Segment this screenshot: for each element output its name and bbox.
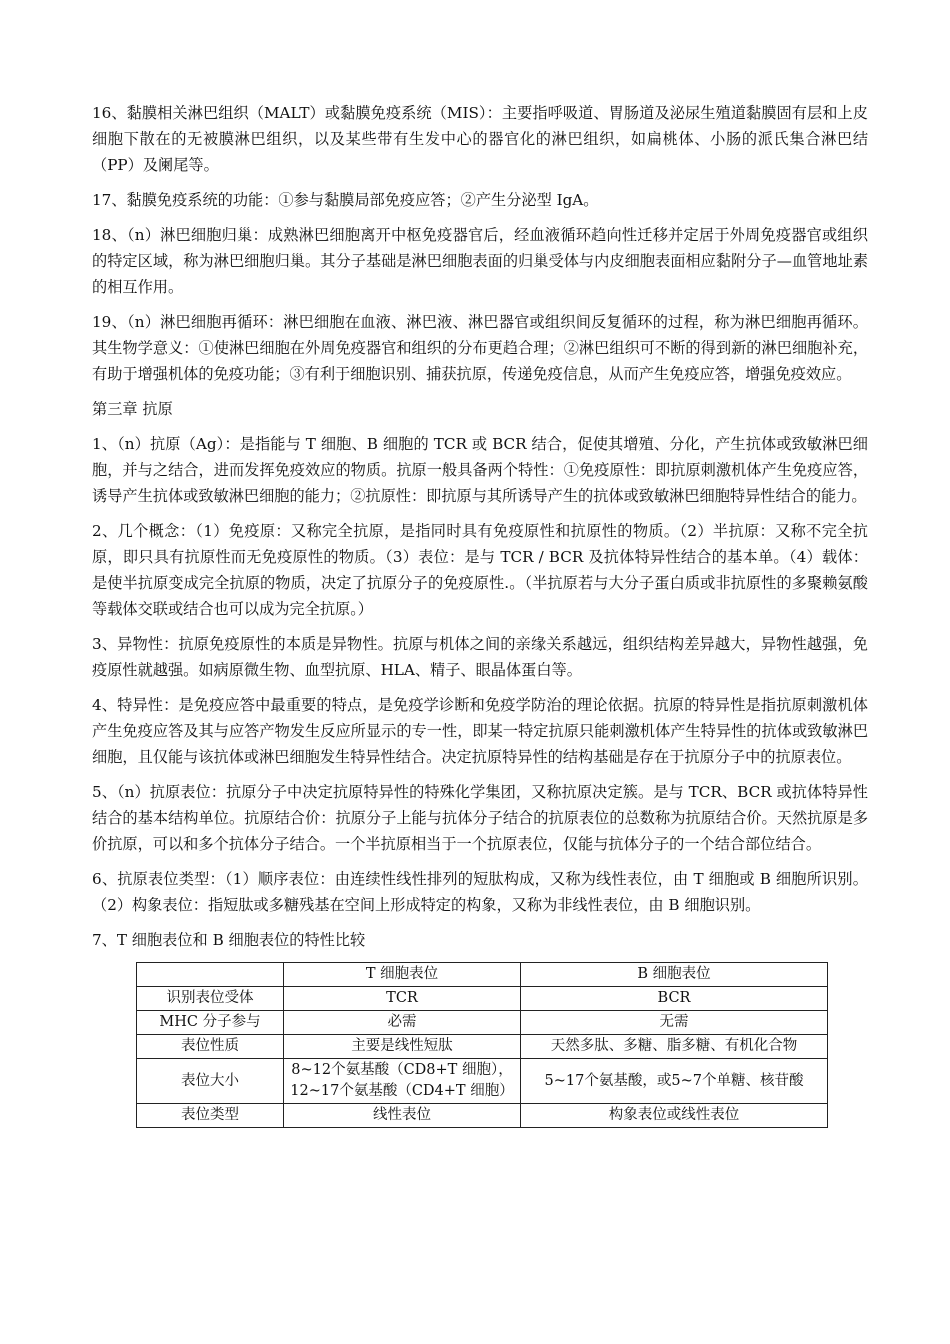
table-header-row: [137, 963, 828, 987]
table-cell: 主要是线性短肽: [284, 1035, 521, 1059]
paragraph-16: 16、黏膜相关淋巴组织（MALT）或黏膜免疫系统（MIS）：主要指呼吸道、胃肠道及泌尿生殖道黏膜固有层和上皮细胞下散在的无被膜淋巴组织，以及某些带有生发中心的器官化的淋巴组织，如扁桃体、小肠的派氏集合淋巴结（PP）及阑尾等。: [92, 104, 868, 174]
table-row: [137, 1059, 828, 1104]
table-header-cell: [137, 963, 284, 987]
paragraph-ch3-6: 6、抗原表位类型：（1）顺序表位：由连续性线性排列的短肽构成，又称为线性表位，由 T 细胞或 B 细胞所识别。（2）构象表位：指短肽或多糖残基在空间上形成特定的构象，又称为非线性表位，由 B 细胞识别。: [92, 870, 868, 914]
paragraph-ch3-1: 1、（n）抗原（Ag）：是指能与 T 细胞、B 细胞的 TCR 或 BCR 结合，促使其增殖、分化，产生抗体或致敏淋巴细胞，并与之结合，进而发挥免疫效应的物质。抗原一般具备两个特性：①免疫原性：即抗原刺激机体产生免疫应答，诱导产生抗体或致敏淋巴细胞的能力；②抗原性：即抗原与其所诱导产生的抗体或致敏淋巴细胞特异性结合的能力。: [92, 435, 868, 505]
table-header-cell: T 细胞表位: [284, 963, 521, 987]
paragraph-17: 17、黏膜免疫系统的功能：①参与黏膜局部免疫应答；②产生分泌型 IgA。: [92, 191, 599, 209]
table-row: [137, 987, 828, 1011]
paragraph-ch3-7: 7、T 细胞表位和 B 细胞表位的特性比较: [92, 931, 366, 949]
table-cell: 表位类型: [137, 1104, 284, 1128]
table-cell: 表位性质: [137, 1035, 284, 1059]
table-cell: 线性表位: [284, 1104, 521, 1128]
table-cell: 必需: [284, 1011, 521, 1035]
table-cell: 构象表位或线性表位: [521, 1104, 828, 1128]
paragraph-ch3-5: 5、（n）抗原表位：抗原分子中决定抗原特异性的特殊化学集团，又称抗原决定簇。是与 TCR、BCR 或抗体特异性结合的基本结构单位。抗原结合价：抗原分子上能与抗体分子结合的抗原表位的总数称为抗原结合价。天然抗原是多价抗原，可以和多个抗体分子结合。一个半抗原相当于一个抗原表位，仅能与抗体分子的一个结合部位结合。: [92, 783, 868, 853]
table-cell: 5~17个氨基酸，或5~7个单糖、核苷酸: [521, 1059, 828, 1104]
table-header-cell: B 细胞表位: [521, 963, 828, 987]
table-row: [137, 1035, 828, 1059]
table-row: [137, 1104, 828, 1128]
table-row: [137, 1011, 828, 1035]
table-cell: TCR: [284, 987, 521, 1011]
paragraph-ch3-3: 3、异物性：抗原免疫原性的本质是异物性。抗原与机体之间的亲缘关系越远，组织结构差异越大，异物性越强，免疫原性就越强。如病原微生物、血型抗原、HLA、精子、眼晶体蛋白等。: [92, 635, 868, 679]
document-page: [92, 100, 868, 1128]
chapter-heading: 第三章 抗原: [92, 400, 173, 418]
table-cell: 表位大小: [137, 1059, 284, 1104]
paragraph-ch3-2: 2、几个概念：（1）免疫原：又称完全抗原，是指同时具有免疫原性和抗原性的物质。（2）半抗原：又称不完全抗原，即只具有抗原性而无免疫原性的物质。（3）表位：是与 TCR / BCR 及抗体特异性结合的基本单。（4）载体：是使半抗原变成完全抗原的物质，决定了抗原分子的免疫原性.。（半抗原若与大分子蛋白质或非抗原性的多聚赖氨酸等载体交联或结合也可以成为完全抗原。）: [92, 522, 868, 618]
table-cell: 天然多肽、多糖、脂多糖、有机化合物: [521, 1035, 828, 1059]
table-cell: 8~12个氨基酸（CD8+T 细胞），12~17个氨基酸（CD4+T 细胞）: [284, 1059, 521, 1104]
paragraph-19: 19、（n）淋巴细胞再循环：淋巴细胞在血液、淋巴液、淋巴器官或组织间反复循环的过程，称为淋巴细胞再循环。其生物学意义：①使淋巴细胞在外周免疫器官和组织的分布更趋合理；②淋巴组织可不断的得到新的淋巴细胞补充，有助于增强机体的免疫功能；③有利于细胞识别、捕获抗原，传递免疫信息，从而产生免疫应答，增强免疫效应。: [92, 313, 868, 383]
table-cell: BCR: [521, 987, 828, 1011]
table-cell: 无需: [521, 1011, 828, 1035]
table-cell: MHC 分子参与: [137, 1011, 284, 1035]
paragraph-ch3-4: 4、特异性：是免疫应答中最重要的特点，是免疫学诊断和免疫学防治的理论依据。抗原的特异性是指抗原刺激机体产生免疫应答及其与应答产物发生反应所显示的专一性，即某一特定抗原只能刺激机体产生特异性的抗体或致敏淋巴细胞，且仅能与该抗体或淋巴细胞发生特异性结合。决定抗原特异性的结构基础是存在于抗原分子中的抗原表位。: [92, 696, 868, 766]
paragraph-18: 18、（n）淋巴细胞归巢：成熟淋巴细胞离开中枢免疫器官后，经血液循环趋向性迁移并定居于外周免疫器官或组织的特定区域，称为淋巴细胞归巢。其分子基础是淋巴细胞表面的归巢受体与内皮细胞表面相应黏附分子—血管地址素的相互作用。: [92, 226, 868, 296]
epitope-comparison-table: [136, 962, 828, 1128]
table-cell: 识别表位受体: [137, 987, 284, 1011]
